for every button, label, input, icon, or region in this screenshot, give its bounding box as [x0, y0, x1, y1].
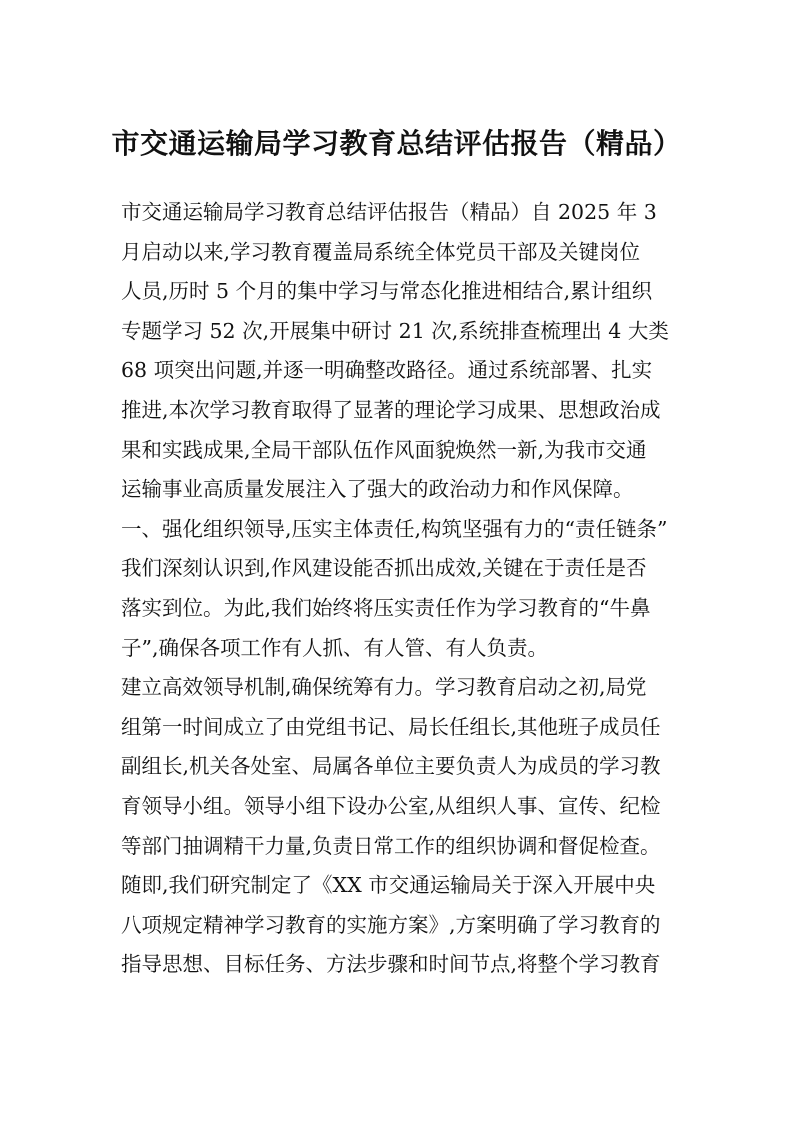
text-line: 子”,确保各项工作有人抓、有人管、有人负责。	[121, 635, 548, 660]
paragraph	[121, 549, 679, 668]
text-line: 育领导小组。领导小组下设办公室,从组织人事、宣传、纪检	[121, 793, 661, 818]
paragraph	[121, 668, 679, 985]
document-body	[121, 193, 679, 985]
text-line: 专题学习 52 次,开展集中研讨 21 次,系统排查梳理出 4 大类	[121, 318, 669, 343]
text-line: 市交通运输局学习教育总结评估报告（精品）自 2025 年 3	[121, 200, 657, 224]
paragraph	[121, 510, 679, 550]
text-line: 月启动以来,学习教育覆盖局系统全体党员干部及关键岗位	[121, 239, 641, 264]
text-line: 一、强化组织领导,压实主体责任,构筑坚强有力的“责任链条”	[121, 516, 668, 541]
text-line: 等部门抽调精干力量,负责日常工作的组织协调和督促检查。	[121, 833, 661, 858]
paragraph	[121, 193, 679, 510]
text-line: 运输事业高质量发展注入了强大的政治动力和作风保障。	[121, 477, 634, 502]
text-line: 我们深刻认识到,作风建设能否抓出成效,关键在于责任是否	[121, 556, 647, 581]
document-title: 市交通运输局学习教育总结评估报告（精品）	[111, 127, 682, 160]
text-line: 组第一时间成立了由党组书记、局长任组长,其他班子成员任	[121, 714, 661, 739]
text-line: 果和实践成果,全局干部队伍作风面貌焕然一新,为我市交通	[121, 437, 647, 462]
text-line: 指导思想、目标任务、方法步骤和时间节点,将整个学习教育	[121, 952, 661, 977]
text-line: 副组长,机关各处室、局属各单位主要负责人为成员的学习教	[121, 754, 661, 779]
text-line: 八项规定精神学习教育的实施方案》,方案明确了学习教育的	[121, 912, 661, 937]
text-line: 随即,我们研究制定了《XX 市交通运输局关于深入开展中央	[121, 873, 656, 898]
text-line: 建立高效领导机制,确保统筹有力。学习教育启动之初,局党	[121, 675, 647, 700]
text-line: 68 项突出问题,并逐一明确整改路径。通过系统部署、扎实	[121, 358, 653, 383]
text-line: 人员,历时 5 个月的集中学习与常态化推进相结合,累计组织	[121, 279, 653, 304]
text-line: 落实到位。为此,我们始终将压实责任作为学习教育的“牛鼻	[121, 595, 651, 620]
text-line: 推进,本次学习教育取得了显著的理论学习成果、思想政治成	[121, 397, 661, 422]
